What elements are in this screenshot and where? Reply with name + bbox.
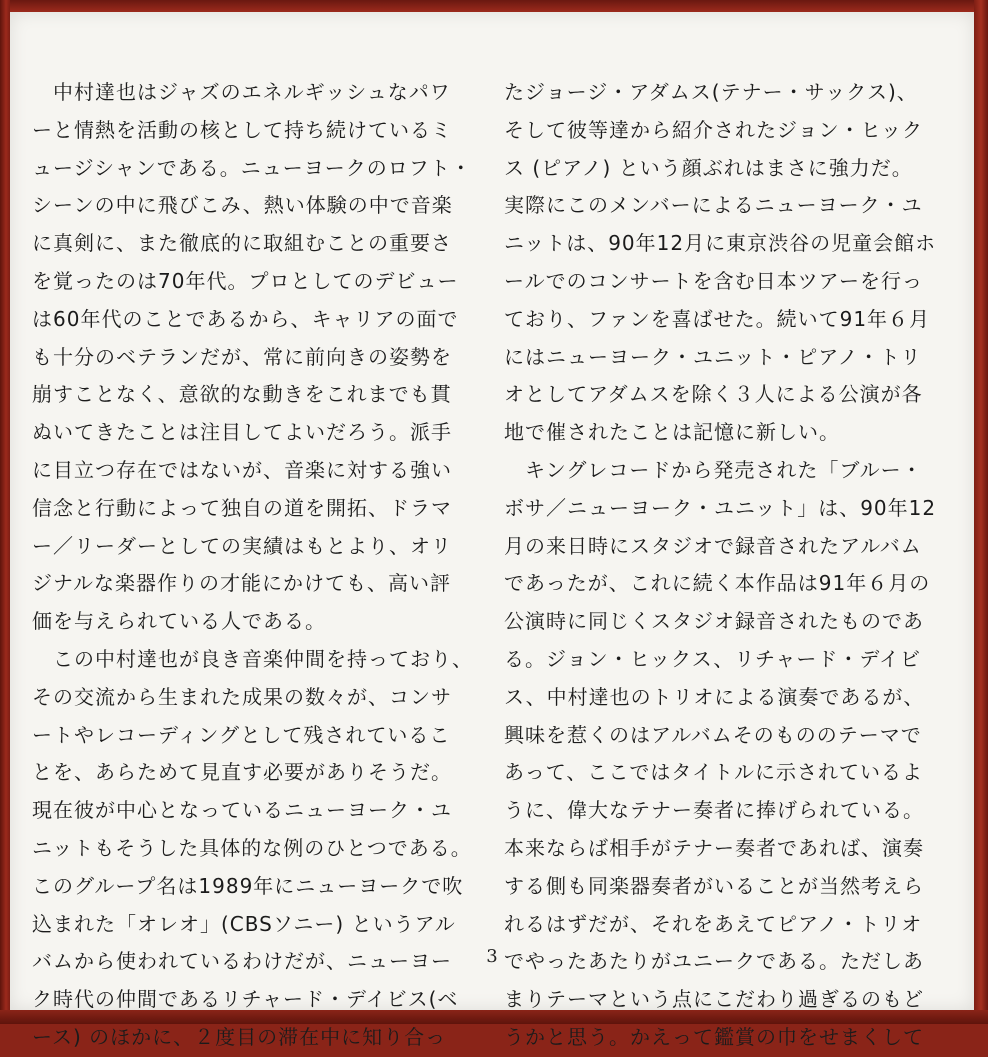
border-frame-top	[0, 0, 988, 12]
text-line: この中村達也が良き音楽仲間を持っており、	[32, 646, 473, 671]
text-line: ボサ／ニューヨーク・ユニット」は、90年12	[504, 495, 937, 520]
text-line: キングレコードから発売された「ブルー・	[504, 457, 923, 482]
text-line: ス (ピアノ) という顔ぶれはまさに強力だ。	[504, 155, 913, 180]
text-line: 興味を惹くのはアルバムそのもののテーマで	[504, 722, 922, 747]
border-frame-right	[974, 0, 988, 1024]
text-line: ーと情熱を活動の核として持ち続けているミ	[32, 117, 452, 142]
text-line: 公演時に同じくスタジオ録音されたものであ	[504, 609, 924, 634]
text-line: ニットは、90年12月に東京渋谷の児童会館ホ	[504, 231, 937, 256]
text-line: うに、偉大なテナー奏者に捧げられている。	[504, 798, 924, 823]
text-line: 崩すことなく、意欲的な動きをこれまでも貫	[32, 382, 452, 407]
text-line: そして彼等達から紹介されたジョン・ヒック	[504, 117, 923, 142]
text-line: 月の来日時にスタジオで録音されたアルバム	[504, 533, 922, 558]
text-line: ジナルな楽器作りの才能にかけても、高い評	[32, 571, 451, 596]
text-line: あって、ここではタイトルに示されているよ	[504, 760, 923, 785]
text-line: 込まれた「オレオ」(CBSソニー) というアル	[32, 911, 456, 936]
text-line: ク時代の仲間であるリチャード・デイビス(ベ	[32, 987, 459, 1012]
text-line: 地で催されたことは記憶に新しい。	[504, 420, 840, 445]
text-line: ニットもそうした具体的な例のひとつである。	[32, 835, 472, 860]
text-line: 現在彼が中心となっているニューヨーク・ユ	[32, 798, 452, 823]
text-line: に目立つ存在ではないが、音楽に対する強い	[32, 457, 452, 482]
text-line: ールでのコンサートを含む日本ツアーを行っ	[504, 268, 923, 293]
text-line: まりテーマという点にこだわり過ぎるのもど	[504, 987, 924, 1012]
text-line: 中村達也はジャズのエネルギッシュなパワ	[32, 80, 451, 104]
text-line: シーンの中に飛びこみ、熱い体験の中で音楽	[32, 193, 453, 218]
text-line: うかと思う。かえって鑑賞の巾をせまくして	[504, 1024, 924, 1049]
text-line: とを、あらためて見直す必要がありそうだ。	[32, 760, 452, 785]
text-line: にはニューヨーク・ユニット・ピアノ・トリ	[504, 344, 922, 369]
text-line: ース) のほかに、２度目の滞在中に知り合っ	[32, 1024, 447, 1049]
text-line: も十分のベテランだが、常に前向きの姿勢を	[32, 344, 452, 369]
text-line: ー／リーダーとしての実績はもとより、オリ	[32, 533, 452, 558]
text-line: たジョージ・アダムス(テナー・サックス)、	[504, 80, 918, 104]
text-line: れるはずだが、それをあえてピアノ・トリオ	[504, 911, 923, 936]
text-column-right	[504, 74, 936, 1057]
text-line: バムから使われているわけだが、ニューヨー	[32, 949, 452, 974]
text-line: る。ジョン・ヒックス、リチャード・デイビ	[504, 646, 921, 671]
text-line: 価を与えられている人である。	[32, 609, 326, 634]
text-line: ており、ファンを喜ばせた。続いて91年６月	[504, 306, 931, 331]
text-line: ス、中村達也のトリオによる演奏であるが、	[504, 684, 925, 709]
text-line: する側も同楽器奏者がいることが当然考えら	[504, 873, 924, 898]
text-line: このグループ名は1989年にニューヨークで吹	[32, 873, 464, 898]
text-line: は60年代のことであるから、キャリアの面で	[32, 306, 459, 331]
text-line: 信念と行動によって独自の道を開拓、ドラマ	[32, 495, 452, 520]
text-line: オとしてアダムスを除く３人による公演が各	[504, 382, 923, 407]
text-line: を覚ったのは70年代。プロとしてのデビュー	[32, 268, 459, 293]
text-line: ュージシャンである。ニューヨークのロフト・	[32, 155, 472, 180]
text-line: であったが、これに続く本作品は91年６月の	[504, 571, 931, 596]
text-line: 本来ならば相手がテナー奏者であれば、演奏	[504, 835, 924, 860]
border-frame-left	[0, 0, 10, 1024]
page-number: 3	[486, 946, 498, 967]
text-line: ートやレコーディングとして残されているこ	[32, 722, 451, 747]
text-line: 実際にこのメンバーによるニューヨーク・ユ	[504, 193, 923, 218]
text-line: その交流から生まれた成果の数々が、コンサ	[32, 684, 452, 709]
text-line: に真剣に、また徹底的に取組むことの重要さ	[32, 231, 452, 256]
text-line: ぬいてきたことは注目してよいだろう。派手	[32, 420, 452, 445]
text-column-left	[32, 74, 473, 1057]
booklet-page	[10, 12, 974, 1049]
text-line: でやったあたりがユニークである。ただしあ	[504, 949, 924, 974]
